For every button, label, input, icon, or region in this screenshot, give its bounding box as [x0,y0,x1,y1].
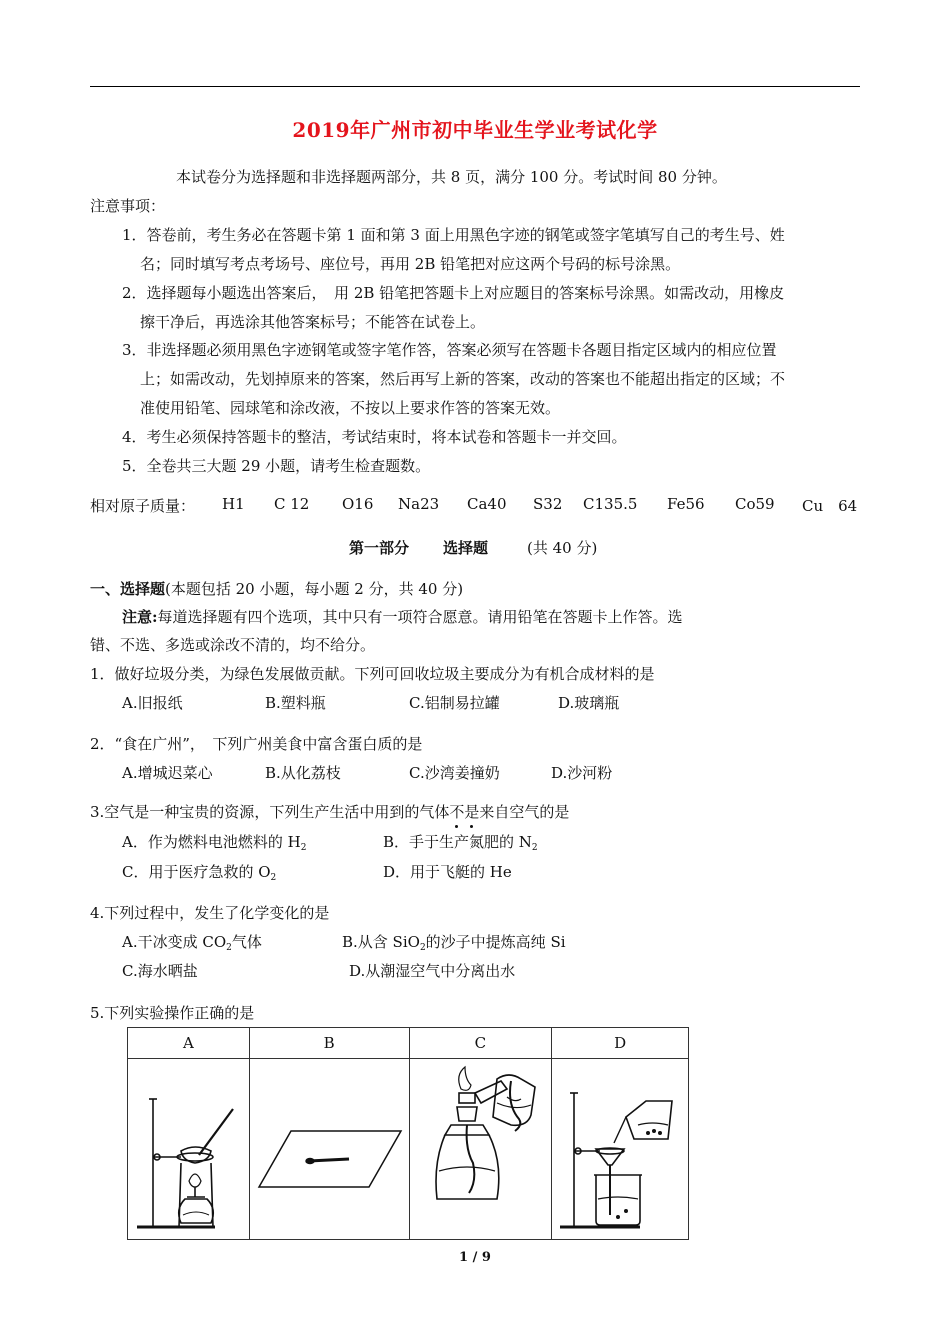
exam-title: 2019年广州市初中毕业生学业考试化学 [292,118,658,142]
part-one-name: 第一部分 [349,539,410,557]
option-b-header: B [249,1028,409,1059]
alcohol-lamp-illustration [411,1059,550,1235]
atomic-mass-cu: Cu 64 [802,497,858,515]
question-5-stem: 5.下列实验操作正确的是 [90,1004,255,1022]
page-number: 1 / 9 [459,1250,491,1265]
option-a-header: A [128,1028,250,1059]
atomic-mass-o: O16 [342,495,374,513]
notes-heading: 注意事项： [90,197,166,215]
question-3-option-c: C．用于医疗急救的 $O_2$ [122,863,277,883]
question-2-stem: 2．“食在广州”， 下列广州美食中富含蛋白质的是 [90,735,423,753]
option-d-header: D [552,1028,689,1059]
question-4-option-c: C.海水晒盐 [122,962,198,980]
atomic-mass-h: H1 [222,495,245,513]
note-2-line-2: 擦干净后，再选涂其他答案标号；不能答在试卷上。 [140,313,486,331]
note-5: 5．全卷共三大题 29 小题，请考生检查题数。 [122,457,431,475]
note-1-line-1: 1．答卷前，考生务必在答题卡第 1 面和第 3 面上用黑色字迹的钢笔或签字笔填写自己的考生号、姓 [122,226,785,244]
question-1-option-a: A.旧报纸 [122,694,183,712]
question-2-option-a: A.增城迟菜心 [122,764,213,782]
atomic-mass-co: Co59 [735,495,775,513]
filtration-apparatus-illustration [554,1059,687,1235]
question-3-option-b: B．手于生产氮肥的 $N_2$ [383,833,538,853]
question-2-option-d: D.沙河粉 [551,764,613,782]
question-3-option-a: A．作为燃料电池燃料的 $H_2$ [122,833,307,853]
part-one-type: 选择题 [443,539,489,557]
question-1-stem: 1．做好垃圾分类，为绿色发展做贡献。下列可回收垃圾主要成分为有机合成材料的是 [90,665,655,683]
intro-text: 本试卷分为选择题和非选择题两部分，共 8 页，满分 100 分。考试时间 80 分钟。 [176,168,727,186]
option-d-figure [552,1059,689,1240]
note-3-line-1: 3．非选择题必须用黑色字迹钢笔或签字笔作答，答案必须写在答题卡各题目指定区域内的相应位置 [122,341,777,359]
note-4: 4．考生必须保持答题卡的整洁，考试结束时，将本试卷和答题卡一并交回。 [122,428,627,446]
atomic-mass-ca: Ca40 [467,495,507,513]
question-4-option-b: B.从含 SiO$_2$的沙子中提炼高纯 Si [342,933,566,953]
option-b-figure [249,1059,409,1240]
atomic-mass-s: S32 [533,495,563,513]
option-c-figure [409,1059,552,1240]
emphasis-dot-2: 是 [464,803,480,821]
note-2-line-1: 2．选择题每小题选出答案后， 用 2B 铅笔把答题卡上对应题目的答案标号涂黑。如需改动，用橡皮 [122,284,785,302]
question-1-option-d: D.玻璃瓶 [558,694,620,712]
question-4-stem: 4.下列过程中，发生了化学变化的是 [90,904,330,922]
section-one-note: 注意:每道选择题有四个选项，其中只有一项符合愿意。请用铅笔在答题卡上作答。选 [122,608,683,626]
top-rule [90,86,860,87]
ph-paper-illustration [251,1059,407,1235]
evaporation-apparatus-illustration [129,1059,247,1235]
note-3-line-3: 准使用铅笔、园球笔和涂改液，不按以上要求作答的答案无效。 [140,399,561,417]
note-3-line-2: 上；如需改动，先划掉原来的答案，然后再写上新的答案，改动的答案也不能超出指定的区域；不 [140,370,786,388]
question-5-options-table [127,1027,689,1240]
option-c-header: C [409,1028,552,1059]
section-one-note-line-2: 错、不选、多选或涂改不清的，均不给分。 [90,636,376,654]
atomic-mass-na: Na23 [398,495,440,513]
question-4-option-d: D.从潮湿空气中分离出水 [349,962,516,980]
atomic-mass-c: C 12 [274,495,310,513]
question-1-option-c: C.铝制易拉罐 [409,694,500,712]
atomic-mass-label: 相对原子质量： [90,497,196,515]
atomic-mass-cl: C135.5 [583,495,638,513]
part-one-score: (共 40 分) [527,539,598,557]
question-1-option-b: B.塑料瓶 [265,694,326,712]
option-a-figure [128,1059,250,1240]
question-3-option-d: D．用于飞艇的 He [383,863,512,881]
question-4-option-a: A.干冰变成 $CO_2$气体 [122,933,262,953]
atomic-mass-fe: Fe56 [667,495,705,513]
question-2-option-c: C.沙湾姜撞奶 [409,764,500,782]
note-1-line-2: 名；同时填写考点考场号、座位号，再用 2B 铅笔把对应这两个号码的标号涂黑。 [140,255,681,273]
emphasis-dot-1: 不 [449,803,465,821]
question-3-stem: 3.空气是一种宝贵的资源，下列生产生活中用到的气体不是来自空气的是 [90,803,570,821]
section-one-heading: 一、选择题(本题包括 20 小题，每小题 2 分，共 40 分) [90,580,464,598]
question-2-option-b: B.从化荔枝 [265,764,341,782]
